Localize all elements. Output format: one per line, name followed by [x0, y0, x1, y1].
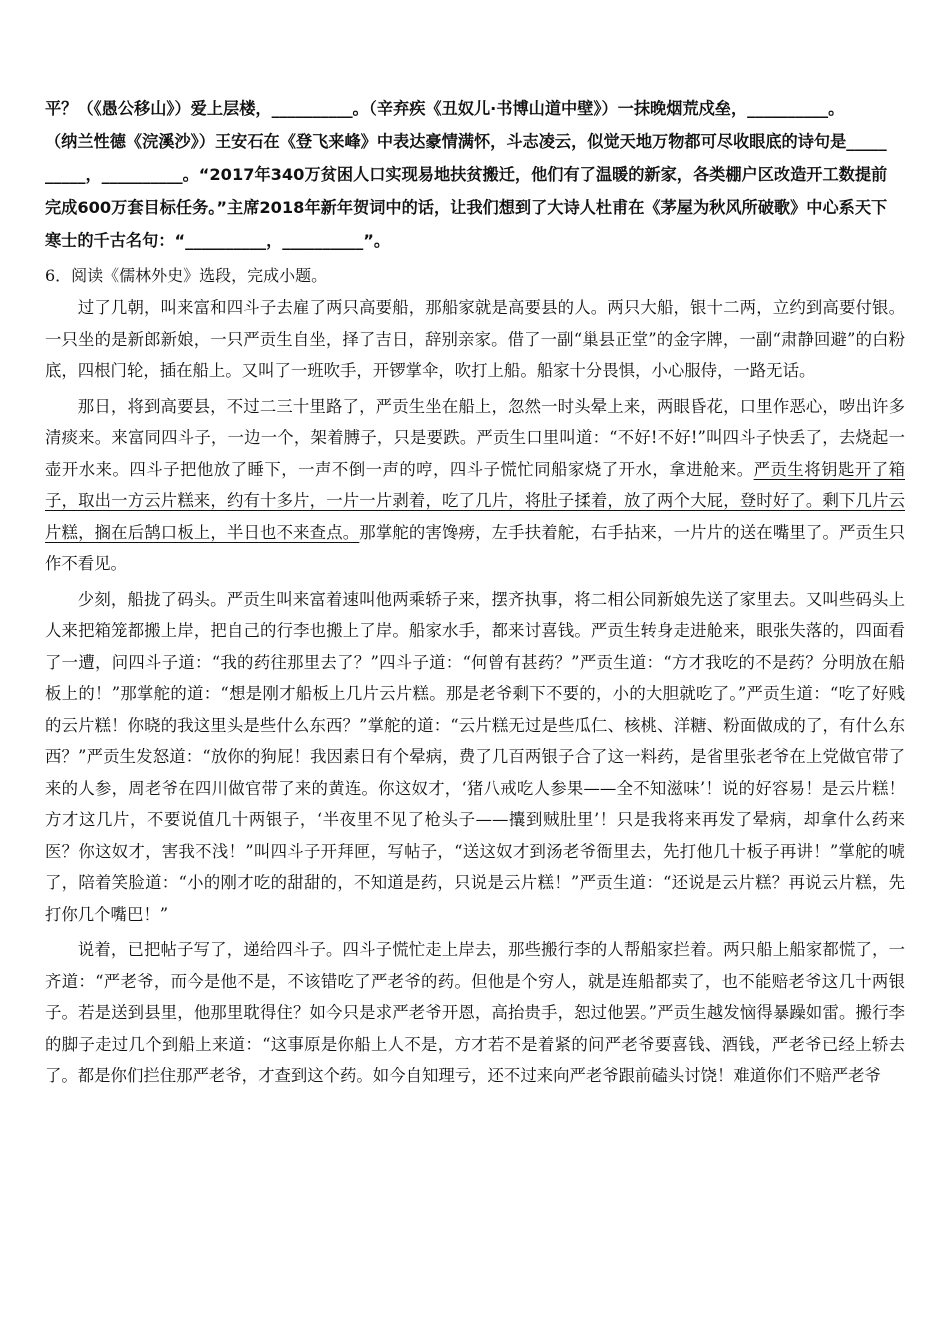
- fill-in-blank-block: [45, 92, 905, 257]
- fill-line-2: （纳兰性德《浣溪沙》）王安石在《登飞来峰》中表达豪情满怀，斗志凌云，似觉天地万物都可尽收眼底的诗句是_____: [45, 132, 887, 151]
- fill-line-1: 平？（《愚公移山》）爱上层楼，__________。（辛弃疾《丑奴儿·书博山道中壁》）一抹晚烟荒戍垒，__________。: [45, 99, 845, 118]
- passage-paragraph-2: [45, 391, 905, 580]
- fill-line-5: 寒士的千古名句：“__________，__________”。: [45, 231, 391, 250]
- fill-line-3: _____，__________。“2017年340万贫困人口实现易地扶贫搬迁，他们有了温暖的新家，各类棚户区改造开工数提前: [45, 165, 888, 184]
- paragraph-2-start: 那日，将到高要县，不过二三十里路了，严贡生坐在船上，忽然一时头晕上来，两眼昏花，口里作恶心，哕出许多清痰来。来富同四斗子，一边一个，架着膊子，只是要跌。严贡生口里叫道：“不好!不好!”叫四斗子快丢了，去烧起一壶开水来。四斗子把他放了睡下，一声不倒一声的哼，四斗子慌忙同船家烧了开水，拿进舱来。: [45, 396, 905, 479]
- passage-paragraph-4: 说着，已把帖子写了，递给四斗子。四斗子慌忙走上岸去，那些搬行李的人帮船家拦着。两只船上船家都慌了，一齐道：“严老爷，而今是他不是，不该错吃了严老爷的药。但他是个穷人，就是连船都卖了，也不能赔老爷这几十两银子。若是送到县里，他那里耽得住？如今只是求严老爷开恩，高抬贵手，恕过他罢。”严贡生越发恼得暴躁如雷。搬行李的脚子走过几个到船上来道：“这事原是你船上人不是，方才若不是着紧的问严老爷要喜钱、酒钱，严老爷已经上轿去了。都是你们拦住那严老爷，才查到这个药。如今自知理亏，还不过来向严老爷跟前磕头讨饶！难道你们不赔严老爷: [45, 940, 905, 1085]
- question-heading: 6．阅读《儒林外史》选段，完成小题。: [45, 266, 328, 285]
- passage-paragraph-1: 过了几朝，叫来富和四斗子去雇了两只高要船，那船家就是高要县的人。两只大船，银十二两，立约到高要付银。一只坐的是新郎新娘，一只严贡生自坐，择了吉日，辞别亲家。借了一副“巢县正堂”的金字牌，一副“肃静回避”的白粉底，四根门轮，插在船上。又叫了一班吹手，开锣掌伞，吹打上船。船家十分畏惧，小心服侍，一路无话。: [45, 298, 905, 380]
- fill-line-4: 完成600万套目标任务。”主席2018年新年贺词中的话，让我们想到了大诗人杜甫在《茅屋为秋风所破歌》中心系天下: [45, 198, 888, 217]
- paragraph-2-end: 那掌舵的害馋痨，左手扶着舵，右手拈来，一片片的送在嘴里了。严贡生只作不看见。: [45, 522, 906, 573]
- passage-paragraph-3: 少刻，船拢了码头。严贡生叫来富着速叫他两乘轿子来，摆齐执事，将二相公同新娘先送了家里去。又叫些码头上人来把箱笼都搬上岸，把自己的行李也搬上了岸。船家水手，都来讨喜钱。严贡生转身走进舱来，眼张失落的，四面看了一遭，问四斗子道：“我的药往那里去了？”四斗子道：“何曾有甚药？”严贡生道：“方才我吃的不是药？分明放在船板上的！”那掌舵的道：“想是刚才船板上几片云片糕。那是老爷剩下不要的，小的大胆就吃了。”严贡生道：“吃了好贱的云片糕！你晓的我这里头是些什么东西？”掌舵的道：“云片糕无过是些瓜仁、核桃、洋糖、粉面做成的了，有什么东西？”严贡生发怒道：“放你的狗屁！我因素日有个晕病，费了几百两银子合了这一料药，是省里张老爷在上党做官带了来的人参，周老爷在四川做官带了来的黄连。你这奴才，‘猪八戒吃人参果——全不知滋味’！说的好容易！是云片糕！方才这几片，不要说值几十两银子，‘半夜里不见了枪头子——攮到贼肚里’！只是我将来再发了晕病，却拿什么药来医？你这奴才，害我不浅！”叫四斗子开拜匣，写帖子，“送这奴才到汤老爷衙里去，先打他几十板子再讲！”掌舵的唬了，陪着笑脸道：“小的刚才吃的甜甜的，不知道是药，只说是云片糕！”严贡生道：“还说是云片糕？再说云片糕，先打你几个嘴巴！”: [45, 589, 905, 924]
- document-page: [45, 92, 905, 1092]
- underlined-sentence: 严贡生将钥匙开了箱子，取出一方云片糕来，约有十多片，一片一片剥着，吃了几片，将肚子揉着，放了两个大屁，登时好了。剩下几片云片糕，搁在后鹄口板上，半日也不来查点。: [45, 459, 906, 542]
